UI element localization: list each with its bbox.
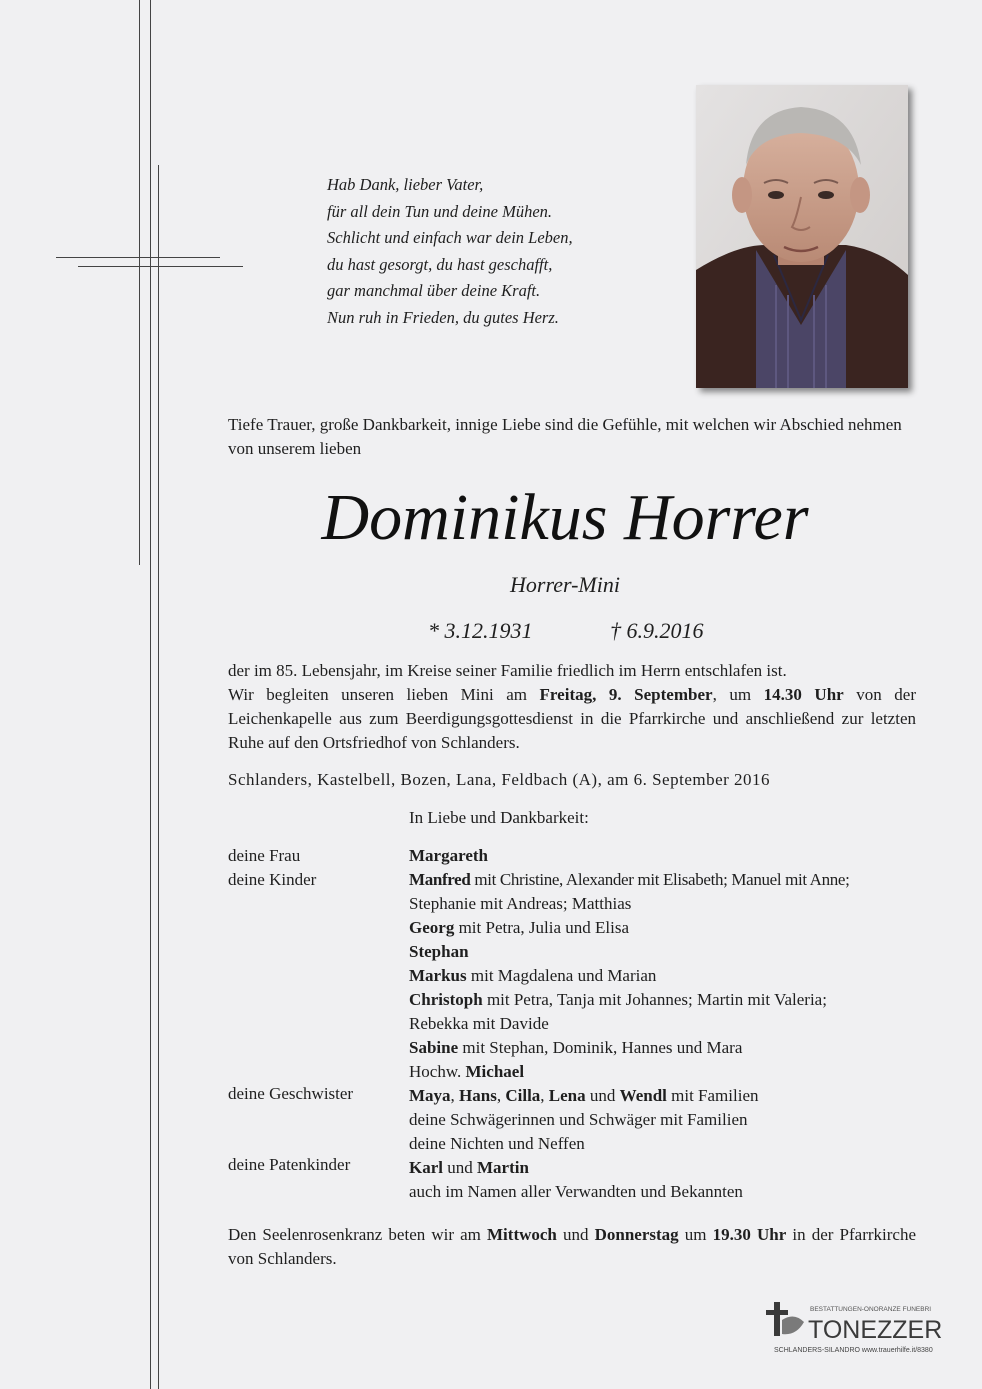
relative-line: [409, 964, 919, 988]
relative-name: Manfred: [409, 870, 471, 889]
poem-line: Hab Dank, lieber Vater,: [327, 175, 484, 194]
funeral-announcement: [228, 659, 916, 755]
nickname: Horrer-Mini: [510, 572, 620, 597]
poem-line: Schlicht und einfach war dein Leben,: [327, 228, 573, 247]
relative-name: Christoph: [409, 990, 483, 1009]
relative-name: Markus: [409, 966, 467, 985]
relative-line: [409, 1036, 919, 1060]
announcement-text: von der Leichenkapelle aus zum Beerdigungsgottesdienst in die Pfarrkirche und anschließend zur letzten Ruhe auf den Ortsfriedhof von Schlanders.: [228, 685, 916, 752]
logo-graphic: [764, 1300, 954, 1360]
rosary-day: Donnerstag: [594, 1225, 679, 1244]
relative-name: Michael: [465, 1062, 525, 1081]
relative-line: auch im Namen aller Verwandten und Bekannten: [409, 1182, 743, 1201]
cross-vertical-line-3: [158, 165, 159, 1389]
logo-brand: TONEZZER: [808, 1316, 943, 1344]
relative-line: [409, 988, 919, 1012]
announcement-paragraph: [228, 683, 916, 755]
funeral-home-logo: [764, 1300, 954, 1360]
relative-detail: mit Petra, Tanja mit Johannes; Martin mit Valeria;: [482, 990, 827, 1009]
death-date: † 6.9.2016: [610, 618, 704, 643]
relative-name: Georg: [409, 918, 455, 937]
cross-vertical-line-2: [150, 0, 151, 1389]
relative-name: Lena: [548, 1086, 586, 1105]
rosary-time: 19.30 Uhr: [712, 1225, 787, 1244]
relative-line: deine Nichten und Neffen: [409, 1134, 585, 1153]
relative-name: Hans: [459, 1086, 497, 1105]
relative-line: deine Schwägerinnen und Schwäger mit Familien: [409, 1110, 748, 1129]
relation-label: deine Patenkinder: [228, 1155, 351, 1174]
poem-line: gar manchmal über deine Kraft.: [327, 281, 541, 300]
relative-detail: mit Stephan, Dominik, Hannes und Mara: [458, 1038, 743, 1057]
relative-detail: mit Petra, Julia und Elisa: [454, 918, 630, 937]
relatives-list: [409, 844, 919, 1204]
intro-text: Tiefe Trauer, große Dankbarkeit, innige Liebe sind die Gefühle, mit welchen wir Abschied nehmen von unserem lieben: [228, 415, 902, 458]
announcement-text: , um: [712, 685, 764, 704]
announcement-line-1: der im 85. Lebensjahr, im Kreise seiner Familie friedlich im Herrn entschlafen ist.: [228, 661, 787, 680]
relative-line: Maya, Hans, Cilla, Lena und Wendl mit Familien: [409, 1086, 759, 1105]
relative-name: Cilla: [505, 1086, 541, 1105]
relation-label: deine Kinder: [228, 870, 317, 889]
relative-line: [409, 1060, 919, 1084]
rosary-day: Mittwoch: [487, 1225, 557, 1244]
relative-name: Maya: [409, 1086, 451, 1105]
relative-detail: mit Magdalena und Marian: [466, 966, 657, 985]
relative-detail: mit Christine, Alexander mit Elisabeth; Manuel mit Anne;: [470, 870, 850, 889]
relative-line: [409, 844, 919, 868]
poem-line: für all dein Tun und deine Mühen.: [327, 201, 553, 221]
relative-line: [409, 868, 919, 892]
poem: [327, 172, 573, 331]
relative-line: Stephanie mit Andreas; Matthias: [409, 894, 632, 913]
relative-name: Karl: [409, 1158, 443, 1177]
portrait-illustration: [696, 85, 908, 388]
funeral-day: Freitag, 9. September: [539, 685, 713, 704]
place-date: Schlanders, Kastelbell, Bozen, Lana, Feldbach (A), am 6. September 2016: [228, 770, 771, 789]
deceased-name: Dominikus Horrer: [321, 481, 809, 554]
relative-name: Wendl: [619, 1086, 667, 1105]
birth-date: * 3.12.1931: [428, 618, 533, 643]
logo-footer: SCHLANDERS-SILANDRO www.trauerhilfe.it/8380: [774, 1347, 933, 1354]
relative-line: Karl und Martin: [409, 1158, 529, 1177]
rosary-announcement: Den Seelenrosenkranz beten wir am Mittwoch und Donnerstag um 19.30 Uhr in der Pfarrkirche von Schlanders.: [228, 1225, 917, 1268]
relative-detail: mit Familien: [666, 1086, 759, 1105]
relative-detail: Hochw.: [409, 1062, 466, 1081]
relative-line: [409, 940, 919, 964]
logo-tagline: BESTATTUNGEN-ONORANZE FUNEBRI: [810, 1306, 932, 1313]
relative-line: [409, 916, 919, 940]
announcement-text: Wir begleiten unseren lieben Mini am: [228, 685, 540, 704]
relative-name: Margareth: [409, 846, 488, 865]
thanks-heading: In Liebe und Dankbarkeit:: [409, 808, 589, 827]
funeral-time: 14.30 Uhr: [763, 685, 844, 704]
poem-line: Nun ruh in Frieden, du gutes Herz.: [327, 307, 559, 327]
cross-horizontal-line-1: [56, 257, 220, 258]
relation-label: deine Geschwister: [228, 1084, 354, 1103]
relative-name: Sabine: [409, 1038, 459, 1057]
relative-name: Martin: [477, 1158, 529, 1177]
poem-line: du hast gesorgt, du hast geschafft,: [327, 254, 553, 274]
relative-line: Rebekka mit Davide: [409, 1014, 549, 1033]
relative-name: Stephan: [409, 942, 469, 961]
portrait-photo: [696, 85, 908, 388]
cross-horizontal-line-2: [78, 266, 243, 267]
relation-label: deine Frau: [228, 846, 301, 865]
